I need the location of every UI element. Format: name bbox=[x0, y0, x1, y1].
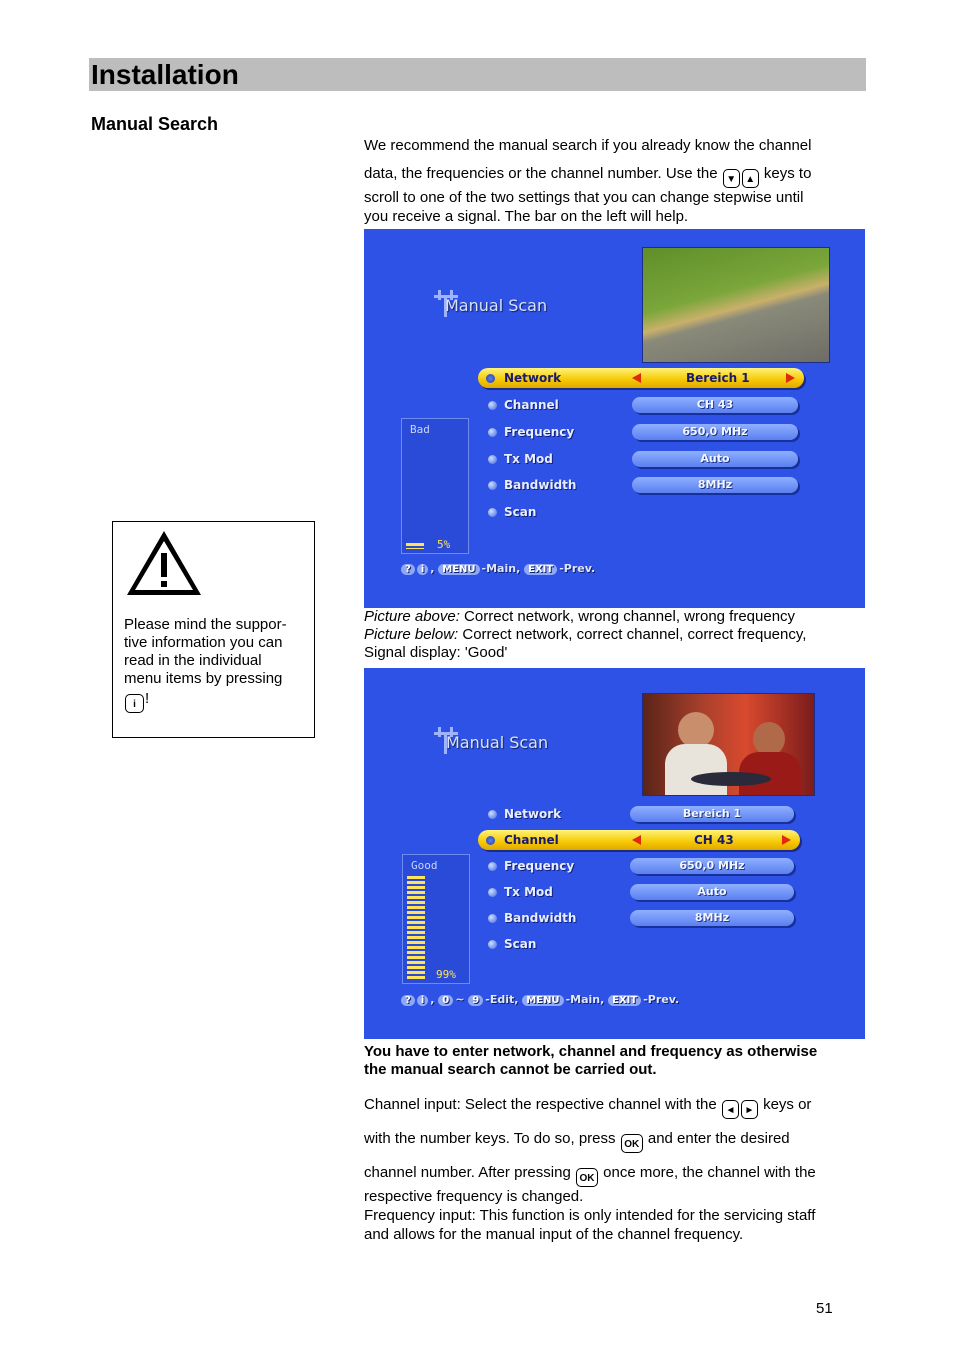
down-key-icon: ▼ bbox=[723, 169, 740, 188]
zero-key-label: 0 bbox=[438, 995, 453, 1006]
preview-image-grass bbox=[642, 247, 830, 363]
channel-line: respective frequency is changed. bbox=[364, 1188, 584, 1205]
signal-meter bbox=[402, 854, 470, 984]
frequency-line: Frequency input: This function is only intended for the servicing staff bbox=[364, 1207, 816, 1224]
footer-prev: -Prev. bbox=[559, 562, 596, 575]
channel-input-paragraph bbox=[364, 1095, 864, 1244]
row-bullet-icon bbox=[486, 836, 495, 845]
row-label-network[interactable]: Network bbox=[504, 371, 562, 385]
row-bullet-icon bbox=[488, 862, 497, 871]
ok-key-icon: OK bbox=[621, 1134, 643, 1153]
exit-key-label: EXIT bbox=[524, 564, 557, 575]
intro-line: you receive a signal. The bar on the left will help. bbox=[364, 208, 689, 225]
signal-meter-percent: 99% bbox=[436, 968, 456, 981]
row-value-txmod[interactable]: Auto bbox=[630, 884, 794, 900]
info-key-icon: i bbox=[125, 694, 144, 713]
row-bullet-icon bbox=[488, 888, 497, 897]
row-label-txmod[interactable]: Tx Mod bbox=[504, 452, 553, 466]
tv-screenshot-bad-signal bbox=[364, 229, 865, 608]
caption-line: Signal display: 'Good' bbox=[364, 644, 508, 661]
row-label-scan[interactable]: Scan bbox=[504, 937, 537, 951]
channel-line bbox=[364, 1163, 864, 1187]
channel-text: with the number keys. To do so, press bbox=[364, 1130, 616, 1147]
row-label-bandwidth[interactable]: Bandwidth bbox=[504, 911, 577, 925]
channel-text: channel number. After pressing bbox=[364, 1164, 571, 1181]
row-label-channel[interactable]: Channel bbox=[504, 398, 559, 412]
warning-line: read in the individual bbox=[124, 652, 262, 669]
warning-suffix: ! bbox=[145, 690, 150, 707]
important-note bbox=[364, 1043, 864, 1079]
footer-tilde: ~ bbox=[455, 993, 465, 1006]
page-number: 51 bbox=[816, 1300, 833, 1317]
note-line: You have to enter network, channel and frequency as otherwise bbox=[364, 1043, 818, 1060]
intro-text: keys to bbox=[763, 165, 812, 182]
channel-line bbox=[364, 1095, 864, 1119]
menu-key-label: MENU bbox=[438, 564, 479, 575]
arrow-right-icon bbox=[782, 835, 791, 845]
tv-screenshot-good-signal bbox=[364, 668, 865, 1039]
row-bullet-icon bbox=[486, 374, 495, 383]
signal-meter bbox=[401, 418, 469, 554]
footer-main: -Main, bbox=[565, 993, 605, 1006]
warning-line bbox=[124, 690, 308, 713]
row-label-scan[interactable]: Scan bbox=[504, 505, 537, 519]
row-bullet-icon bbox=[488, 481, 497, 490]
signal-meter-percent: 5% bbox=[437, 538, 451, 551]
intro-text: data, the frequencies or the channel number. Use the bbox=[364, 165, 718, 182]
warning-triangle-icon bbox=[124, 527, 204, 599]
intro-line: We recommend the manual search if you already know the channel bbox=[364, 137, 812, 154]
channel-line bbox=[364, 1129, 864, 1153]
picture-caption bbox=[364, 608, 864, 662]
intro-line bbox=[364, 164, 864, 188]
row-value-txmod[interactable]: Auto bbox=[632, 451, 798, 467]
row-bullet-icon bbox=[488, 914, 497, 923]
screen-title: Manual Scan bbox=[446, 733, 549, 752]
arrow-left-icon bbox=[632, 835, 641, 845]
frequency-line: and allows for the manual input of the channel frequency. bbox=[364, 1226, 744, 1243]
row-bullet-icon bbox=[488, 810, 497, 819]
row-label-bandwidth[interactable]: Bandwidth bbox=[504, 478, 577, 492]
note-line: the manual search cannot be carried out. bbox=[364, 1061, 657, 1078]
warning-line: tive information you can bbox=[124, 634, 283, 651]
section-title: Manual Search bbox=[91, 114, 219, 134]
row-bullet-icon bbox=[488, 508, 497, 517]
row-value-network[interactable]: Bereich 1 bbox=[630, 806, 794, 822]
intro-line: scroll to one of the two settings that you can change stepwise until bbox=[364, 189, 804, 206]
nine-key-label: 9 bbox=[468, 995, 483, 1006]
caption-below-label: Picture below: bbox=[364, 626, 459, 643]
channel-text: keys or bbox=[763, 1096, 812, 1113]
caption-above-text: Correct network, wrong channel, wrong frequency bbox=[459, 608, 796, 625]
footer-prev: -Prev. bbox=[643, 993, 680, 1006]
arrow-right-icon bbox=[786, 373, 795, 383]
page-title: Installation bbox=[91, 59, 239, 90]
row-label-frequency[interactable]: Frequency bbox=[504, 425, 575, 439]
help-icon: ? bbox=[401, 995, 415, 1006]
caption-above-label: Picture above: bbox=[364, 608, 460, 625]
row-value-bandwidth[interactable]: 8MHz bbox=[630, 910, 794, 926]
row-value-network[interactable]: Bereich 1 bbox=[686, 371, 750, 385]
signal-meter-fill bbox=[406, 543, 424, 549]
row-bullet-icon bbox=[488, 940, 497, 949]
row-value-frequency[interactable]: 650,0 MHz bbox=[630, 858, 794, 874]
channel-text: Channel input: Select the respective channel with the bbox=[364, 1096, 717, 1113]
arrow-left-icon bbox=[632, 373, 641, 383]
footer-main: -Main, bbox=[481, 562, 521, 575]
footer-edit: -Edit, bbox=[485, 993, 519, 1006]
row-label-network[interactable]: Network bbox=[504, 807, 562, 821]
caption-below-text: Correct network, correct channel, correct frequency, bbox=[458, 626, 807, 643]
row-value-channel[interactable]: CH 43 bbox=[632, 397, 798, 413]
channel-text: and enter the desired bbox=[647, 1130, 790, 1147]
signal-meter-fill bbox=[407, 876, 425, 979]
channel-text: once more, the channel with the bbox=[603, 1164, 816, 1181]
screen-title: Manual Scan bbox=[445, 296, 548, 315]
row-bullet-icon bbox=[488, 401, 497, 410]
screen-footer: ? i , MENU -Main, EXIT -Prev. bbox=[401, 562, 595, 575]
row-bullet-icon bbox=[488, 455, 497, 464]
up-key-icon: ▲ bbox=[742, 169, 759, 188]
left-key-icon: ◄ bbox=[722, 1100, 739, 1119]
warning-line: menu items by pressing bbox=[124, 670, 283, 687]
row-value-frequency[interactable]: 650,0 MHz bbox=[632, 424, 798, 440]
preview-image-tv-show bbox=[642, 693, 815, 796]
row-value-bandwidth[interactable]: 8MHz bbox=[632, 477, 798, 493]
warning-text bbox=[124, 616, 308, 713]
row-value-channel[interactable]: CH 43 bbox=[694, 833, 734, 847]
intro-paragraph bbox=[364, 136, 864, 226]
ok-key-icon: OK bbox=[576, 1168, 598, 1187]
exit-key-label: EXIT bbox=[608, 995, 641, 1006]
caption-line bbox=[364, 608, 864, 626]
row-bullet-icon bbox=[488, 428, 497, 437]
warning-line: Please mind the suppor- bbox=[124, 616, 287, 633]
menu-key-label: MENU bbox=[522, 995, 563, 1006]
info-icon: i bbox=[417, 995, 428, 1006]
right-key-icon: ► bbox=[741, 1100, 758, 1119]
help-icon: ? bbox=[401, 564, 415, 575]
row-label-frequency[interactable]: Frequency bbox=[504, 859, 575, 873]
row-label-txmod[interactable]: Tx Mod bbox=[504, 885, 553, 899]
caption-line bbox=[364, 626, 864, 644]
signal-meter-label: Good bbox=[411, 859, 438, 872]
info-icon: i bbox=[417, 564, 428, 575]
row-label-channel[interactable]: Channel bbox=[504, 833, 559, 847]
screen-footer: ? i , 0 ~ 9 -Edit, MENU -Main, EXIT -Prev. bbox=[401, 993, 679, 1006]
signal-meter-label: Bad bbox=[410, 423, 430, 436]
